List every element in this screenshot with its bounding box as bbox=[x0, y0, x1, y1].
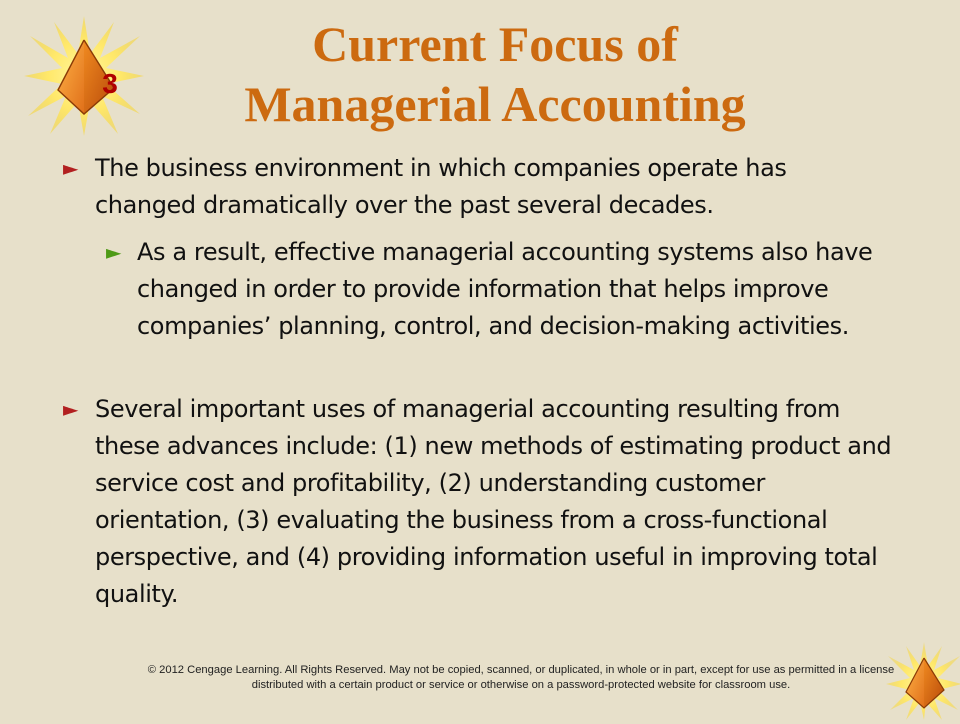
starburst-badge-icon bbox=[22, 14, 146, 138]
bullet-arrow-icon: ► bbox=[63, 156, 78, 180]
starburst-corner-icon bbox=[884, 640, 960, 720]
copyright-notice: © 2012 Cengage Learning. All Rights Reserved. May not be copied, scanned, or duplicated, in whole or in part, except for use as permitted in a license distributed with a certain product or service or otherwise on a password-protected website for classroom use. bbox=[147, 664, 895, 691]
title-line-1: Current Focus of bbox=[312, 16, 678, 72]
badge-number: 3 bbox=[102, 68, 118, 99]
bullet-1-text: The business environment in which companies operate has changed dramatically over the past several decades. bbox=[95, 154, 787, 219]
bullet-arrow-icon: ► bbox=[63, 397, 78, 421]
bullet-2 bbox=[63, 391, 893, 613]
title-line-2: Managerial Accounting bbox=[244, 76, 746, 132]
slide-title bbox=[150, 14, 840, 134]
sub-bullet-1 bbox=[106, 234, 896, 345]
bullet-2-text: Several important uses of managerial accounting resulting from these advances include: (1) new methods of estimating product and service cost and profitability, (2) understanding customer orientation, (3) evaluating the business from a cross-functional perspective, and (4) providing information useful in improving total quality. bbox=[95, 395, 892, 608]
bullet-1 bbox=[63, 150, 883, 224]
sub-bullet-arrow-icon: ► bbox=[106, 240, 121, 264]
sub-bullet-1-text: As a result, effective managerial accounting systems also have changed in order to provide information that helps improve companies’ planning, control, and decision-making activities. bbox=[137, 238, 873, 340]
